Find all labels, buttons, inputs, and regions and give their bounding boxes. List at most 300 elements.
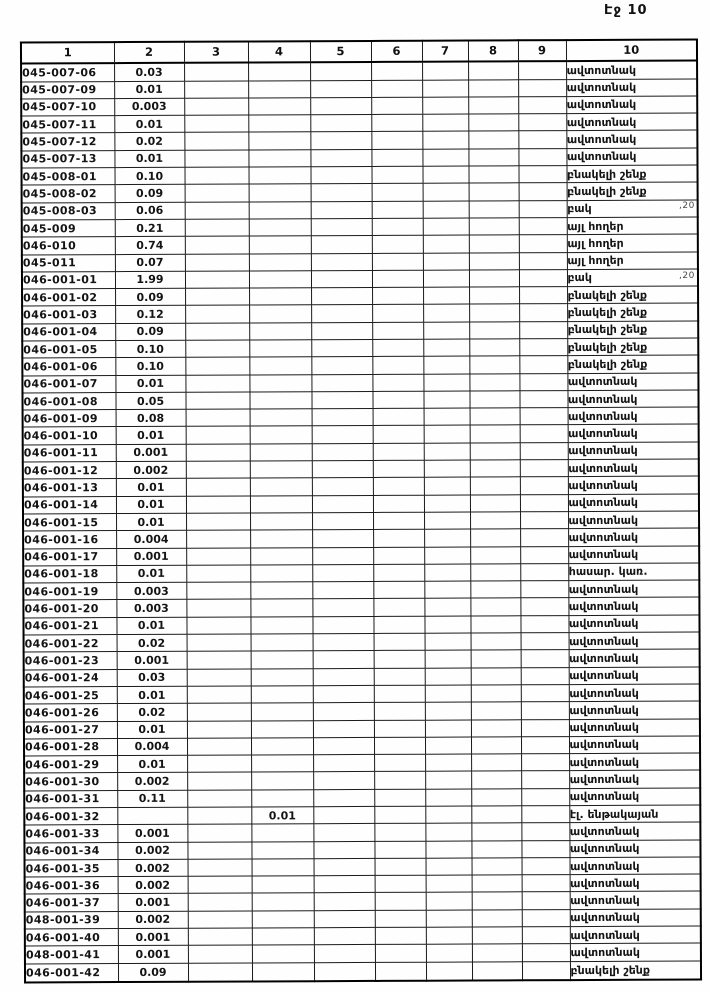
parcel-id-cell: 045-007-06 — [21, 63, 114, 81]
col5-cell — [311, 322, 372, 340]
col6-cell — [372, 184, 423, 202]
col8-cell — [471, 685, 521, 703]
col9-cell — [518, 61, 566, 79]
col3-cell — [184, 98, 248, 116]
col4-value-cell — [251, 668, 313, 686]
col9-cell — [518, 148, 566, 166]
col8-cell — [470, 564, 520, 582]
col5-cell — [314, 945, 375, 963]
col9-cell — [521, 788, 569, 806]
col9-cell — [521, 650, 569, 668]
col9-cell — [520, 408, 568, 426]
usage-cell: ավտոտնակ — [569, 736, 700, 754]
col5-cell — [312, 512, 373, 530]
col5-cell — [311, 270, 372, 288]
col6-cell — [375, 945, 426, 963]
col3-cell — [186, 444, 250, 462]
col7-cell — [424, 581, 470, 598]
col4-value-cell — [250, 461, 312, 479]
col4-value-cell — [251, 720, 313, 738]
col9-cell — [519, 183, 567, 201]
parcel-id-cell: 046-001-10 — [23, 427, 116, 445]
col9-cell — [521, 754, 569, 772]
area-value-cell: 0.06 — [115, 202, 185, 220]
parcel-id-cell: 045-009 — [22, 219, 115, 237]
col7-cell — [424, 443, 470, 460]
col9-cell — [519, 235, 567, 253]
col3-cell — [185, 271, 249, 289]
parcel-id-cell: 046-001-05 — [22, 341, 115, 359]
col4-value-cell — [250, 547, 312, 565]
col6-cell — [373, 547, 424, 565]
col6-cell — [375, 927, 426, 945]
col4-value-cell — [250, 599, 312, 617]
usage-cell: ավտոտնակ — [570, 857, 701, 875]
parcel-id-cell: 046-001-40 — [25, 929, 118, 947]
col7-cell — [423, 270, 469, 287]
col6-cell — [372, 235, 423, 253]
col9-cell — [522, 961, 570, 980]
area-value-cell: 0.05 — [115, 392, 185, 410]
area-value-cell: 0.004 — [117, 738, 187, 756]
col4-value-cell — [250, 565, 312, 583]
col8-cell — [470, 512, 520, 530]
col6-cell — [373, 564, 424, 582]
column-header-1: 1 — [21, 42, 114, 63]
col9-cell — [519, 356, 567, 374]
col8-cell — [470, 616, 520, 634]
col5-cell — [314, 858, 375, 876]
column-header-8: 8 — [468, 40, 518, 61]
usage-cell: բակ — [567, 200, 698, 218]
col8-cell — [469, 218, 519, 236]
parcel-id-cell: 045-007-11 — [21, 116, 114, 134]
usage-cell: բնակելի շենք — [567, 286, 698, 304]
col9-cell — [519, 269, 567, 287]
col8-cell — [471, 840, 521, 858]
parcel-id-cell: 046-001-23 — [24, 652, 117, 670]
col4-value-cell — [251, 772, 313, 790]
col7-cell — [425, 737, 471, 754]
col6-cell — [373, 478, 424, 496]
header-row — [21, 40, 697, 64]
parcel-id-cell: 046-001-27 — [24, 721, 117, 739]
parcel-id-cell: 046-001-30 — [24, 773, 117, 791]
usage-cell: ավտոտնակ — [569, 649, 700, 667]
parcel-id-cell: 045-008-02 — [22, 185, 115, 203]
col5-cell — [314, 962, 375, 981]
area-value-cell: 0.002 — [118, 876, 188, 894]
usage-cell: ավտոտնակ — [569, 788, 700, 806]
col5-cell — [313, 720, 374, 738]
usage-cell: ավտոտնակ — [570, 892, 701, 910]
col3-cell — [187, 686, 251, 704]
cadastre-table — [20, 39, 702, 984]
parcel-id-cell: 048-001-39 — [25, 911, 118, 929]
area-value-cell: 0.01 — [114, 115, 184, 133]
col5-cell — [313, 806, 374, 824]
parcel-id-cell: 046-001-35 — [25, 859, 118, 877]
col5-cell — [314, 876, 375, 894]
col7-cell — [423, 183, 469, 200]
col6-cell — [373, 460, 424, 478]
area-value-cell: 0.01 — [116, 479, 186, 497]
usage-cell: ավտոտնակ — [569, 632, 700, 650]
area-value-cell: 0.003 — [116, 600, 186, 618]
parcel-id-cell: 046-001-21 — [23, 617, 116, 635]
column-header-2: 2 — [114, 42, 184, 63]
col6-cell — [371, 166, 422, 184]
col5-cell — [310, 115, 371, 133]
usage-cell: ավտոտնակ — [569, 684, 700, 702]
usage-cell: ավտոտնակ — [568, 476, 699, 494]
col4-value-cell — [250, 530, 312, 548]
col6-cell — [373, 581, 424, 599]
col4-value-cell — [252, 945, 314, 963]
col7-cell — [424, 408, 470, 425]
col3-cell — [188, 945, 252, 963]
col6-cell — [371, 80, 422, 98]
col8-cell — [471, 823, 521, 841]
col9-cell — [521, 736, 569, 754]
area-value-cell: 0.10 — [114, 167, 184, 185]
col7-cell — [425, 720, 471, 737]
area-value-cell: 0.08 — [116, 409, 186, 427]
col3-cell — [187, 824, 251, 842]
col8-cell — [471, 667, 521, 685]
col9-cell — [520, 460, 568, 478]
parcel-id-cell: 046-001-03 — [22, 306, 115, 324]
area-value-cell: 0.002 — [118, 859, 188, 877]
col9-cell — [521, 667, 569, 685]
col3-cell — [187, 669, 251, 687]
parcel-id-cell: 045-008-03 — [22, 202, 115, 220]
parcel-id-cell: 046-001-19 — [23, 583, 116, 601]
col7-cell — [424, 564, 470, 581]
area-value-cell: 0.001 — [117, 652, 187, 670]
col8-cell — [468, 97, 518, 115]
col5-cell — [312, 530, 373, 548]
col6-cell — [373, 529, 424, 547]
col9-cell — [521, 633, 569, 651]
col8-cell — [470, 477, 520, 495]
col6-cell — [372, 253, 423, 271]
parcel-id-cell: 045-007-09 — [21, 81, 114, 99]
col6-cell — [374, 841, 425, 859]
col7-cell — [425, 668, 471, 685]
parcel-id-cell: 046-001-01 — [22, 271, 115, 289]
column-header-5: 5 — [310, 41, 371, 62]
col4-value-cell — [248, 167, 310, 185]
col6-cell — [374, 668, 425, 686]
col6-cell — [371, 97, 422, 115]
col9-cell — [519, 321, 567, 339]
area-value-cell: 0.01 — [116, 565, 186, 583]
col3-cell — [185, 375, 249, 393]
col5-cell — [313, 703, 374, 721]
col8-cell — [471, 650, 521, 668]
parcel-id-cell: 045-007-10 — [21, 98, 114, 116]
col7-cell — [423, 253, 469, 270]
col7-cell — [422, 97, 468, 114]
col8-cell — [469, 321, 519, 339]
col9-cell — [519, 218, 567, 236]
usage-cell: ավտոտնակ — [568, 546, 699, 564]
area-value-cell: 0.001 — [116, 548, 186, 566]
col8-cell — [471, 737, 521, 755]
usage-cell: ավտոտնակ — [568, 494, 699, 512]
col7-cell — [422, 62, 468, 80]
area-value-cell: 0.74 — [115, 236, 185, 254]
col8-cell — [469, 270, 519, 288]
col3-cell — [188, 928, 252, 946]
parcel-id-cell: 046-001-33 — [24, 825, 117, 843]
col6-cell — [371, 149, 422, 167]
col5-cell — [313, 824, 374, 842]
col6-cell — [373, 599, 424, 617]
parcel-id-cell: 045-011 — [22, 254, 115, 272]
col7-cell — [424, 477, 470, 494]
usage-cell: ավտոտնակ — [568, 459, 699, 477]
col5-cell — [313, 841, 374, 859]
col7-cell — [426, 858, 472, 875]
col4-value-cell — [250, 616, 312, 634]
usage-cell: ավտոտնակ — [568, 407, 699, 425]
area-value-cell: 0.001 — [118, 894, 188, 912]
col9-cell — [520, 442, 568, 460]
parcel-id-cell: 046-001-25 — [24, 686, 117, 704]
col8-cell — [470, 598, 520, 616]
col8-cell — [470, 460, 520, 478]
col3-cell — [185, 340, 249, 358]
col6-cell — [373, 512, 424, 530]
parcel-id-cell: 046-001-32 — [24, 808, 117, 826]
col3-cell — [188, 963, 252, 982]
col9-cell — [520, 477, 568, 495]
parcel-id-cell: 045-008-01 — [22, 168, 115, 186]
col8-cell — [470, 425, 520, 443]
col5-cell — [312, 599, 373, 617]
col8-cell — [471, 771, 521, 789]
col3-cell — [184, 115, 248, 133]
area-value-cell: 0.003 — [114, 98, 184, 116]
col3-cell — [184, 81, 248, 99]
col5-cell — [310, 62, 371, 80]
usage-cell: ավտոտնակ — [568, 615, 699, 633]
col6-cell — [371, 114, 422, 132]
usage-cell: ավտոտնակ — [568, 528, 699, 546]
area-value-cell: 0.01 — [115, 375, 185, 393]
col6-cell — [372, 287, 423, 305]
col3-cell — [185, 305, 249, 323]
col8-cell — [471, 633, 521, 651]
col3-cell — [185, 392, 249, 410]
col6-cell — [373, 443, 424, 461]
col4-value-cell — [251, 703, 313, 721]
col7-cell — [426, 962, 472, 981]
usage-cell: ավտոտնակ — [570, 943, 701, 961]
col5-cell — [313, 789, 374, 807]
col8-cell — [471, 806, 521, 824]
area-value-cell: 0.01 — [116, 496, 186, 514]
col9-cell — [519, 287, 567, 305]
col9-cell — [518, 166, 566, 184]
col7-cell — [426, 893, 472, 910]
area-value-cell: 0.002 — [116, 461, 186, 479]
col9-cell — [522, 944, 570, 962]
col3-cell — [184, 132, 248, 150]
col5-cell — [312, 547, 373, 565]
area-value-cell: 0.001 — [116, 444, 186, 462]
col5-cell — [313, 755, 374, 773]
usage-cell: ավտոտնակ — [568, 442, 699, 460]
area-value-cell: 0.12 — [115, 306, 185, 324]
col4-value-cell — [249, 236, 311, 254]
col8-cell — [470, 529, 520, 547]
area-value-cell: 0.004 — [116, 531, 186, 549]
usage-cell: բնակելի շենք — [567, 303, 698, 321]
col5-cell — [313, 651, 374, 669]
col8-cell — [468, 131, 518, 149]
area-value-cell: 0.09 — [115, 288, 185, 306]
parcel-id-cell: 046-001-16 — [23, 531, 116, 549]
col7-cell — [424, 598, 470, 615]
col6-cell — [375, 962, 426, 981]
parcel-id-cell: 046-001-15 — [23, 514, 116, 532]
col3-cell — [187, 651, 251, 669]
usage-cell: ավտոտնակ — [570, 909, 701, 927]
area-value-cell — [117, 807, 187, 825]
col9-cell — [520, 512, 568, 530]
col9-cell — [520, 615, 568, 633]
parcel-id-cell: 046-001-18 — [23, 565, 116, 583]
margin-note: ,20 — [679, 271, 695, 281]
col4-value-cell — [252, 962, 314, 981]
col8-cell — [468, 166, 518, 184]
col4-value-cell — [250, 443, 312, 461]
col7-cell — [422, 149, 468, 166]
col6-cell — [373, 426, 424, 444]
area-value-cell: 0.002 — [117, 842, 187, 860]
col7-cell — [423, 218, 469, 235]
col6-cell — [375, 893, 426, 911]
area-value-cell: 0.10 — [115, 340, 185, 358]
col8-cell — [472, 892, 522, 910]
col3-cell — [186, 496, 250, 514]
col8-cell — [472, 927, 522, 945]
col4-value-cell — [251, 651, 313, 669]
col7-cell — [422, 114, 468, 131]
col7-cell — [425, 789, 471, 806]
col4-value-cell — [249, 201, 311, 219]
col9-cell — [522, 857, 570, 875]
parcel-id-cell: 046-010 — [22, 237, 115, 255]
parcel-id-cell: 048-001-41 — [25, 946, 118, 964]
col8-cell — [468, 61, 518, 79]
usage-cell: ավտոտնակ — [569, 840, 700, 858]
col9-cell — [518, 96, 566, 114]
usage-cell: ավտոտնակ — [570, 874, 701, 892]
col9-cell — [522, 892, 570, 910]
col4-value-cell — [252, 893, 314, 911]
col8-cell — [471, 702, 521, 720]
parcel-id-cell: 046-001-37 — [25, 894, 118, 912]
area-value-cell: 0.01 — [117, 686, 187, 704]
area-value-cell: 0.01 — [116, 617, 186, 635]
parcel-id-cell: 046-001-04 — [22, 323, 115, 341]
col3-cell — [186, 426, 250, 444]
col8-cell — [472, 910, 522, 928]
usage-cell: ավտոտնակ — [569, 701, 700, 719]
usage-cell: ավտոտնակ — [569, 822, 700, 840]
col9-cell — [519, 373, 567, 391]
col7-cell — [425, 702, 471, 719]
usage-cell: ավտոտնակ — [568, 424, 699, 442]
col5-cell — [313, 737, 374, 755]
area-value-cell: 0.21 — [115, 219, 185, 237]
col6-cell — [374, 824, 425, 842]
col7-cell — [426, 927, 472, 944]
col9-cell — [521, 771, 569, 789]
col6-cell — [372, 270, 423, 288]
col4-value-cell — [249, 219, 311, 237]
col5-cell — [312, 495, 373, 513]
col4-value-cell — [249, 340, 311, 358]
col3-cell — [185, 357, 249, 375]
col3-cell — [186, 513, 250, 531]
parcel-id-cell: 046-001-26 — [24, 704, 117, 722]
usage-cell: ավտոտնակ — [567, 373, 698, 391]
col5-cell — [310, 132, 371, 150]
col9-cell — [518, 114, 566, 132]
col6-cell — [374, 720, 425, 738]
col5-cell — [312, 616, 373, 634]
col8-cell — [471, 754, 521, 772]
col4-value-cell — [251, 789, 313, 807]
col7-cell — [423, 339, 469, 356]
col5-cell — [311, 184, 372, 202]
col9-cell — [521, 806, 569, 824]
parcel-id-cell: 046-001-17 — [23, 548, 116, 566]
parcel-id-cell: 046-001-11 — [23, 444, 116, 462]
col8-cell — [468, 149, 518, 167]
col7-cell — [424, 616, 470, 633]
col7-cell — [425, 685, 471, 702]
col8-cell — [471, 789, 521, 807]
col5-cell — [312, 461, 373, 479]
area-value-cell: 0.001 — [118, 946, 188, 964]
col5-cell — [311, 288, 372, 306]
area-value-cell: 0.03 — [114, 63, 184, 81]
col7-cell — [425, 650, 471, 667]
usage-cell: բնակելի շենք — [567, 355, 698, 373]
parcel-id-cell: 046-001-02 — [22, 289, 115, 307]
col4-value-cell — [249, 271, 311, 289]
col9-cell — [522, 875, 570, 893]
usage-cell: ավտոտնակ — [569, 770, 700, 788]
col3-cell — [185, 219, 249, 237]
col6-cell — [375, 875, 426, 893]
usage-cell: ավտոտնակ — [566, 61, 697, 80]
col3-cell — [187, 755, 251, 773]
col3-cell — [187, 772, 251, 790]
col9-cell — [519, 339, 567, 357]
col3-cell — [188, 859, 252, 877]
col4-value-cell — [249, 392, 311, 410]
col7-cell — [422, 166, 468, 183]
col3-cell — [186, 599, 250, 617]
col9-cell — [520, 546, 568, 564]
